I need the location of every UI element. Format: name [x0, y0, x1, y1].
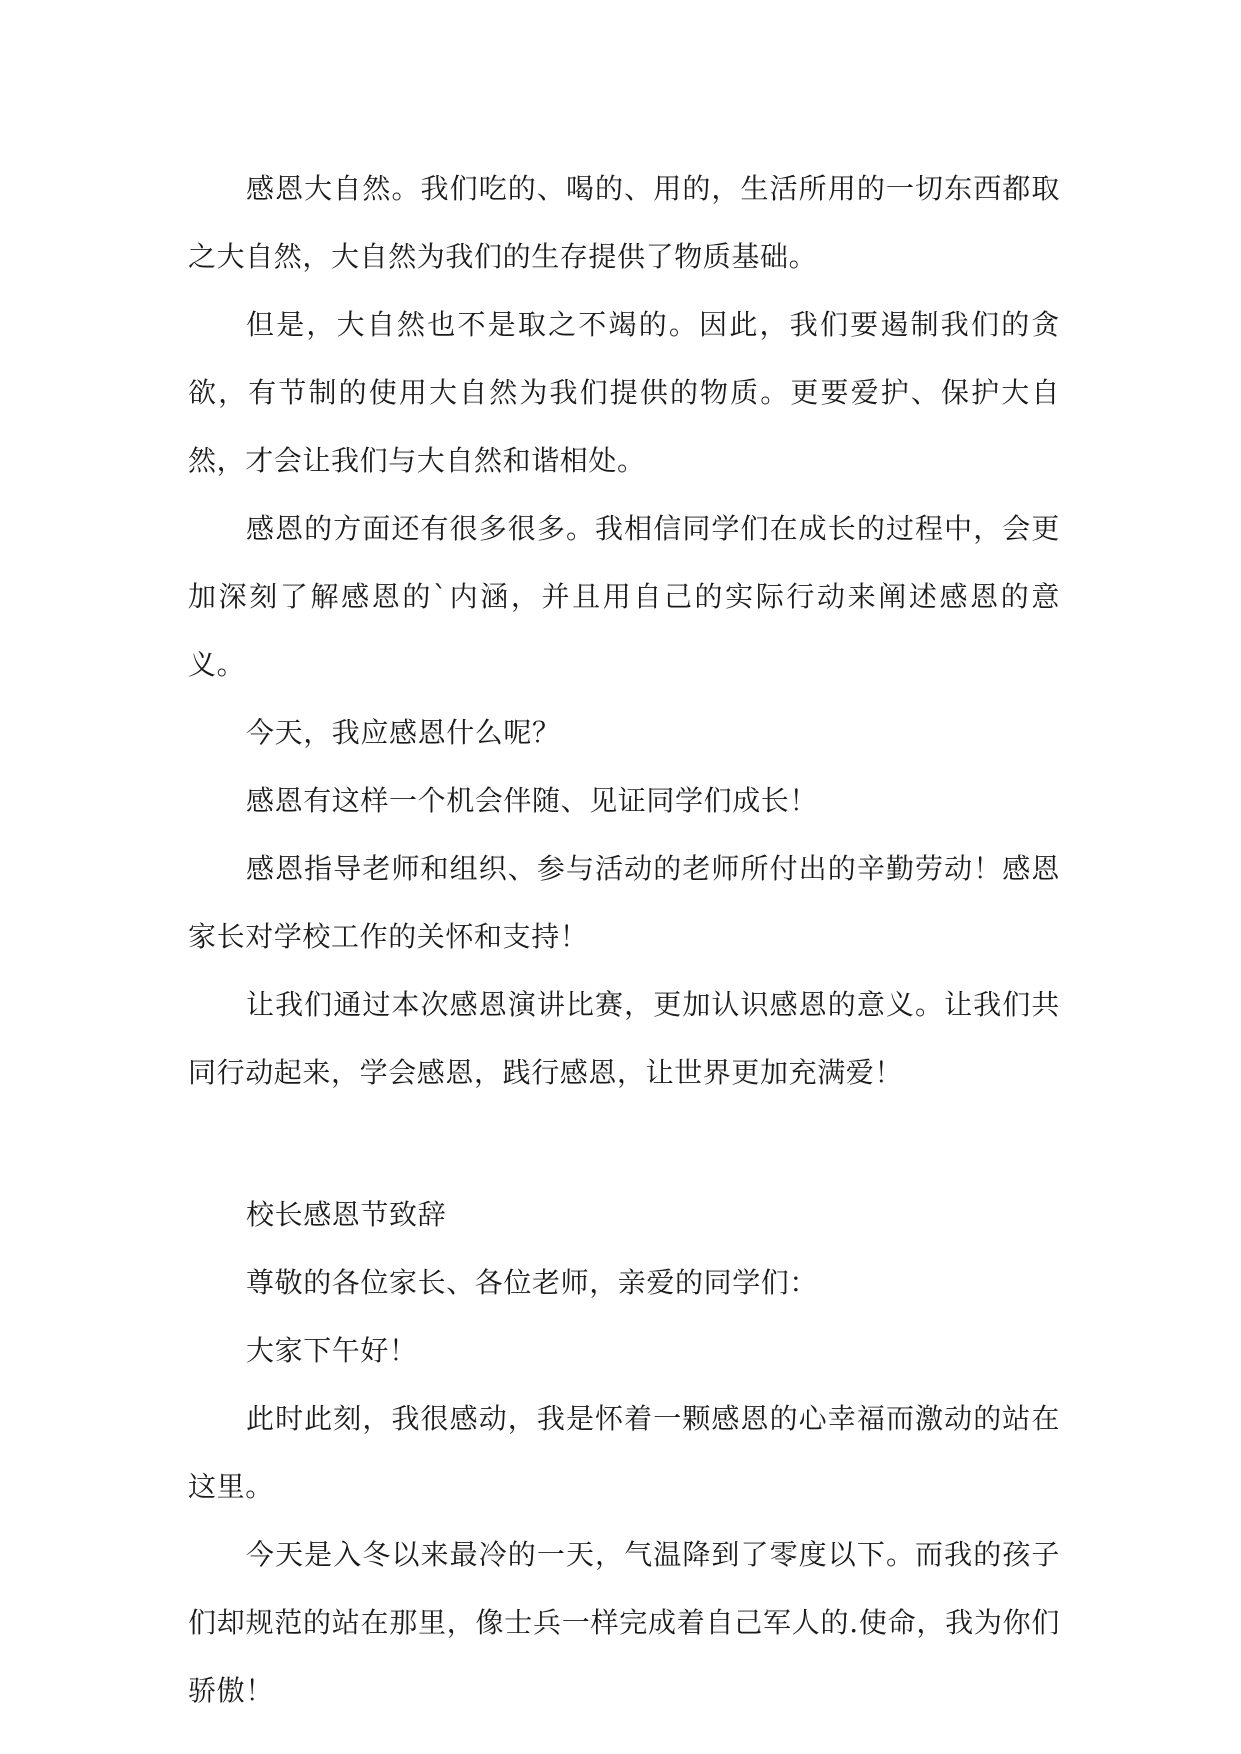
paragraph: 但是，大自然也不是取之不竭的。因此，我们要遏制我们的贪欲，有节制的使用大自然为我们提供的物质。更要爱护、保护大自然，才会让我们与大自然和谐相处。	[188, 308, 1060, 477]
salutation: 尊敬的各位家长、各位老师，亲爱的同学们：	[246, 1266, 819, 1299]
greeting: 大家下午好！	[246, 1334, 418, 1367]
paragraph: 感恩有这样一个机会伴随、见证同学们成长！	[246, 784, 819, 817]
section-title: 校长感恩节致辞	[246, 1198, 447, 1231]
paragraph: 感恩指导老师和组织、参与活动的老师所付出的辛勤劳动！感恩家长对学校工作的关怀和支持！	[188, 852, 1060, 953]
paragraph: 此时此刻，我很感动，我是怀着一颗感恩的心幸福而激动的站在这里。	[188, 1402, 1060, 1503]
paragraph: 感恩大自然。我们吃的、喝的、用的，生活所用的一切东西都取之大自然，大自然为我们的生存提供了物质基础。	[188, 172, 1060, 273]
section-spacer	[188, 1107, 1060, 1181]
paragraph: 今天是入冬以来最冷的一天，气温降到了零度以下。而我的孩子们却规范的站在那里，像士兵一样完成着自己军人的.使命，我为你们骄傲！	[188, 1538, 1060, 1707]
paragraph: 今天，我应感恩什么呢？	[246, 716, 561, 749]
paragraph: 让我们通过本次感恩演讲比赛，更加认识感恩的意义。让我们共同行动起来，学会感恩，践行感恩，让世界更加充满爱！	[188, 988, 1060, 1089]
paragraph: 感恩的方面还有很多很多。我相信同学们在成长的过程中，会更加深刻了解感恩的`内涵，并且用自己的实际行动来阐述感恩的意义。	[188, 512, 1060, 681]
document-body	[188, 155, 1060, 1725]
